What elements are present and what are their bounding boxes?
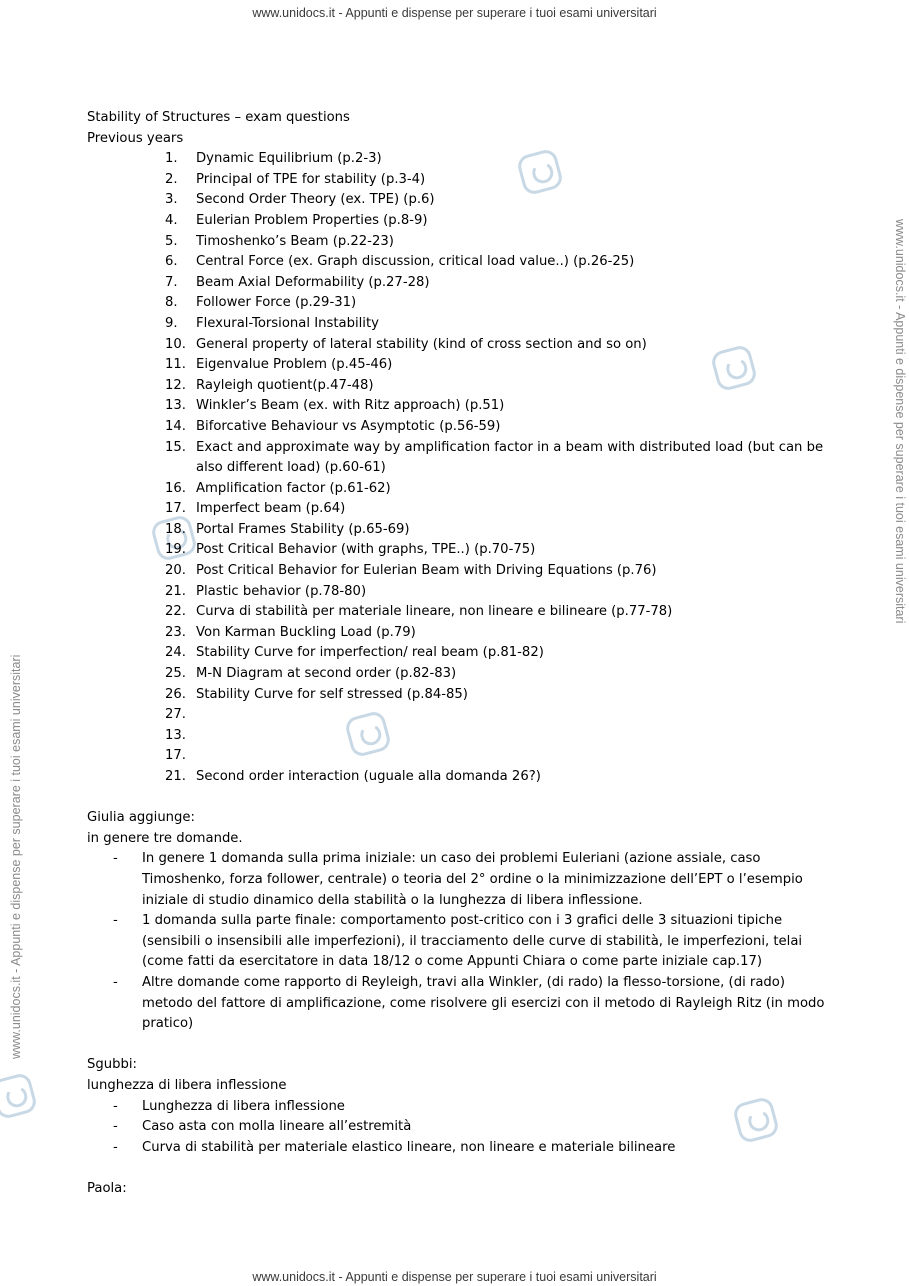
question-text: Central Force (ex. Graph discussion, critical load value..) (p.26-25) (196, 254, 635, 270)
question-text: Flexural-Torsional Instability (196, 315, 379, 331)
question-item (165, 540, 827, 561)
bullet-text: 1 domanda sulla parte finale: comportamento post-critico con i 3 grafici delle 3 situazioni tipiche (sensibili o insensibili alle imperfezioni), il tracciamento delle curve di stabilità, le imperfezioni, telai (come fatti da esercitatore in data 18/12 o come Appunti Chiara o come parte iniziale cap.17) (142, 913, 803, 970)
question-item (165, 273, 827, 294)
question-number: 8. (165, 295, 178, 311)
question-number: 4. (165, 212, 178, 228)
question-item (165, 726, 827, 747)
question-number: 16. (165, 480, 186, 496)
question-number: 20. (165, 563, 186, 579)
bullet-item (113, 1138, 827, 1159)
question-item (165, 232, 827, 253)
question-text: Imperfect beam (p.64) (196, 501, 346, 517)
question-item (165, 520, 827, 541)
unidocs-logo-icon (0, 1072, 38, 1121)
bullet-item (113, 973, 827, 1035)
question-item (165, 149, 827, 170)
sgubbi-intro: lunghezza di libera inflessione (87, 1077, 287, 1093)
question-text: Beam Axial Deformability (p.27-28) (196, 274, 430, 290)
left-side-watermark: www.unidocs.it - Appunti e dispense per superare i tuoi esami universitari (9, 654, 23, 1059)
document-title: Stability of Structures – exam questions (87, 110, 350, 125)
question-text: Portal Frames Stability (p.65-69) (196, 521, 410, 537)
question-number: 11. (165, 357, 186, 373)
bullet-item (113, 911, 827, 973)
question-item (165, 705, 827, 726)
question-text: Exact and approximate way by amplification factor in a beam with distributed load (but can be also different load) (p.60-61) (196, 439, 824, 476)
giulia-list (113, 849, 827, 1034)
question-item (165, 561, 827, 582)
bullet-item (113, 1097, 827, 1118)
question-text: Second Order Theory (ex. TPE) (p.6) (196, 192, 435, 208)
paola-heading: Paola: (87, 1180, 127, 1196)
question-text (196, 726, 827, 747)
question-number: 7. (165, 274, 178, 290)
question-item (165, 211, 827, 232)
question-text: Principal of TPE for stability (p.3-4) (196, 171, 426, 187)
question-item (165, 746, 827, 767)
question-text: M-N Diagram at second order (p.82-83) (196, 666, 457, 682)
bullet-text: Lunghezza di libera inflessione (142, 1098, 345, 1114)
question-item (165, 664, 827, 685)
question-item (165, 376, 827, 397)
question-text (196, 705, 827, 726)
question-text: Dynamic Equilibrium (p.2-3) (196, 151, 382, 167)
document-subtitle: Previous years (87, 130, 184, 146)
question-text: Timoshenko’s Beam (p.22-23) (196, 233, 394, 249)
question-item (165, 685, 827, 706)
dash-bullet: - (113, 913, 118, 929)
sgubbi-list (113, 1097, 827, 1159)
question-item (165, 335, 827, 356)
question-number: 1. (165, 151, 178, 167)
question-text: Plastic behavior (p.78-80) (196, 583, 367, 599)
question-text: Eulerian Problem Properties (p.8-9) (196, 212, 428, 228)
question-number: 2. (165, 171, 178, 187)
question-text: Post Critical Behavior (with graphs, TPE..) (p.70-75) (196, 542, 536, 558)
question-number: 13. (165, 398, 186, 414)
bullet-text: In genere 1 domanda sulla prima iniziale: un caso dei problemi Euleriani (azione assiale, caso Timoshenko, forza follower, centrale) o teoria del 2° ordine o la minimizzazione dell’EPT o l’esempio iniziale di studio dinamico della stabilità o la lunghezza di libera inflessione. (142, 851, 803, 908)
question-number: 12. (165, 377, 186, 393)
question-number: 10. (165, 336, 186, 352)
question-text: General property of lateral stability (kind of cross section and so on) (196, 336, 647, 352)
question-number: 26. (165, 686, 186, 702)
question-number: 17. (165, 748, 186, 764)
bullet-text: Caso asta con molla lineare all’estremità (142, 1119, 412, 1135)
document-body (87, 108, 827, 1199)
question-text: Stability Curve for self stressed (p.84-85) (196, 686, 468, 702)
question-number: 21. (165, 583, 186, 599)
giulia-intro: in genere tre domande. (87, 830, 243, 846)
question-number: 3. (165, 192, 178, 208)
bullet-text: Altre domande come rapporto di Reyleigh, travi alla Winkler, (di rado) la flesso-torsione, (di rado) metodo del fattore di amplificazione, come risolvere gli esercizi con il metodo di Rayleigh Ritz (in modo pratico) (142, 974, 825, 1032)
question-item (165, 767, 827, 788)
question-number: 14. (165, 418, 186, 434)
question-item (165, 293, 827, 314)
header-watermark-text: www.unidocs.it - Appunti e dispense per superare i tuoi esami universitari (252, 6, 657, 20)
question-number: 18. (165, 521, 186, 537)
bullet-item (113, 849, 827, 911)
question-text: Biforcative Behaviour vs Asymptotic (p.56-59) (196, 418, 501, 434)
question-number: 19. (165, 542, 186, 558)
right-side-watermark: www.unidocs.it - Appunti e dispense per superare i tuoi esami universitari (893, 219, 907, 624)
question-text: Rayleigh quotient(p.47-48) (196, 377, 374, 393)
question-number: 13. (165, 727, 186, 743)
footer-watermark (0, 1268, 909, 1284)
question-text: Stability Curve for imperfection/ real beam (p.81-82) (196, 645, 544, 661)
question-text: Amplification factor (p.61-62) (196, 480, 391, 496)
question-number: 27. (165, 707, 186, 723)
question-item (165, 643, 827, 664)
question-number: 6. (165, 254, 178, 270)
question-text: Eigenvalue Problem (p.45-46) (196, 357, 393, 373)
question-number: 9. (165, 315, 178, 331)
question-number: 22. (165, 604, 186, 620)
question-number: 17. (165, 501, 186, 517)
question-text: Curva di stabilità per materiale lineare, non lineare e bilineare (p.77-78) (196, 604, 673, 620)
question-item (165, 438, 827, 479)
bullet-text: Curva di stabilità per materiale elastico lineare, non lineare e materiale bilineare (142, 1139, 676, 1155)
question-list (165, 149, 827, 787)
header-watermark (0, 4, 909, 20)
question-number: 5. (165, 233, 178, 249)
question-item (165, 314, 827, 335)
footer-watermark-text: www.unidocs.it - Appunti e dispense per superare i tuoi esami universitari (252, 1270, 657, 1284)
question-item (165, 190, 827, 211)
dash-bullet: - (113, 1098, 118, 1114)
question-text: Post Critical Behavior for Eulerian Beam with Driving Equations (p.76) (196, 563, 657, 579)
question-item (165, 417, 827, 438)
dash-bullet: - (113, 1139, 118, 1155)
question-item (165, 252, 827, 273)
question-item (165, 499, 827, 520)
giulia-heading: Giulia aggiunge: (87, 810, 195, 826)
question-number: 15. (165, 439, 186, 455)
dash-bullet: - (113, 974, 118, 990)
question-item (165, 355, 827, 376)
question-number: 21. (165, 769, 186, 784)
question-text: Winkler’s Beam (ex. with Ritz approach) (p.51) (196, 398, 505, 414)
question-item (165, 623, 827, 644)
question-text: Follower Force (p.29-31) (196, 295, 357, 311)
question-item (165, 479, 827, 500)
dash-bullet: - (113, 1119, 118, 1135)
sgubbi-heading: Sgubbi: (87, 1057, 137, 1073)
question-number: 24. (165, 645, 186, 661)
question-number: 23. (165, 624, 186, 640)
question-item (165, 582, 827, 603)
question-text: Second order interaction (uguale alla domanda 26?) (196, 769, 541, 784)
question-text (196, 746, 827, 767)
dash-bullet: - (113, 851, 118, 867)
bullet-item (113, 1117, 827, 1138)
question-item (165, 170, 827, 191)
question-number: 25. (165, 666, 186, 682)
question-item (165, 602, 827, 623)
question-text: Von Karman Buckling Load (p.79) (196, 624, 416, 640)
question-item (165, 396, 827, 417)
